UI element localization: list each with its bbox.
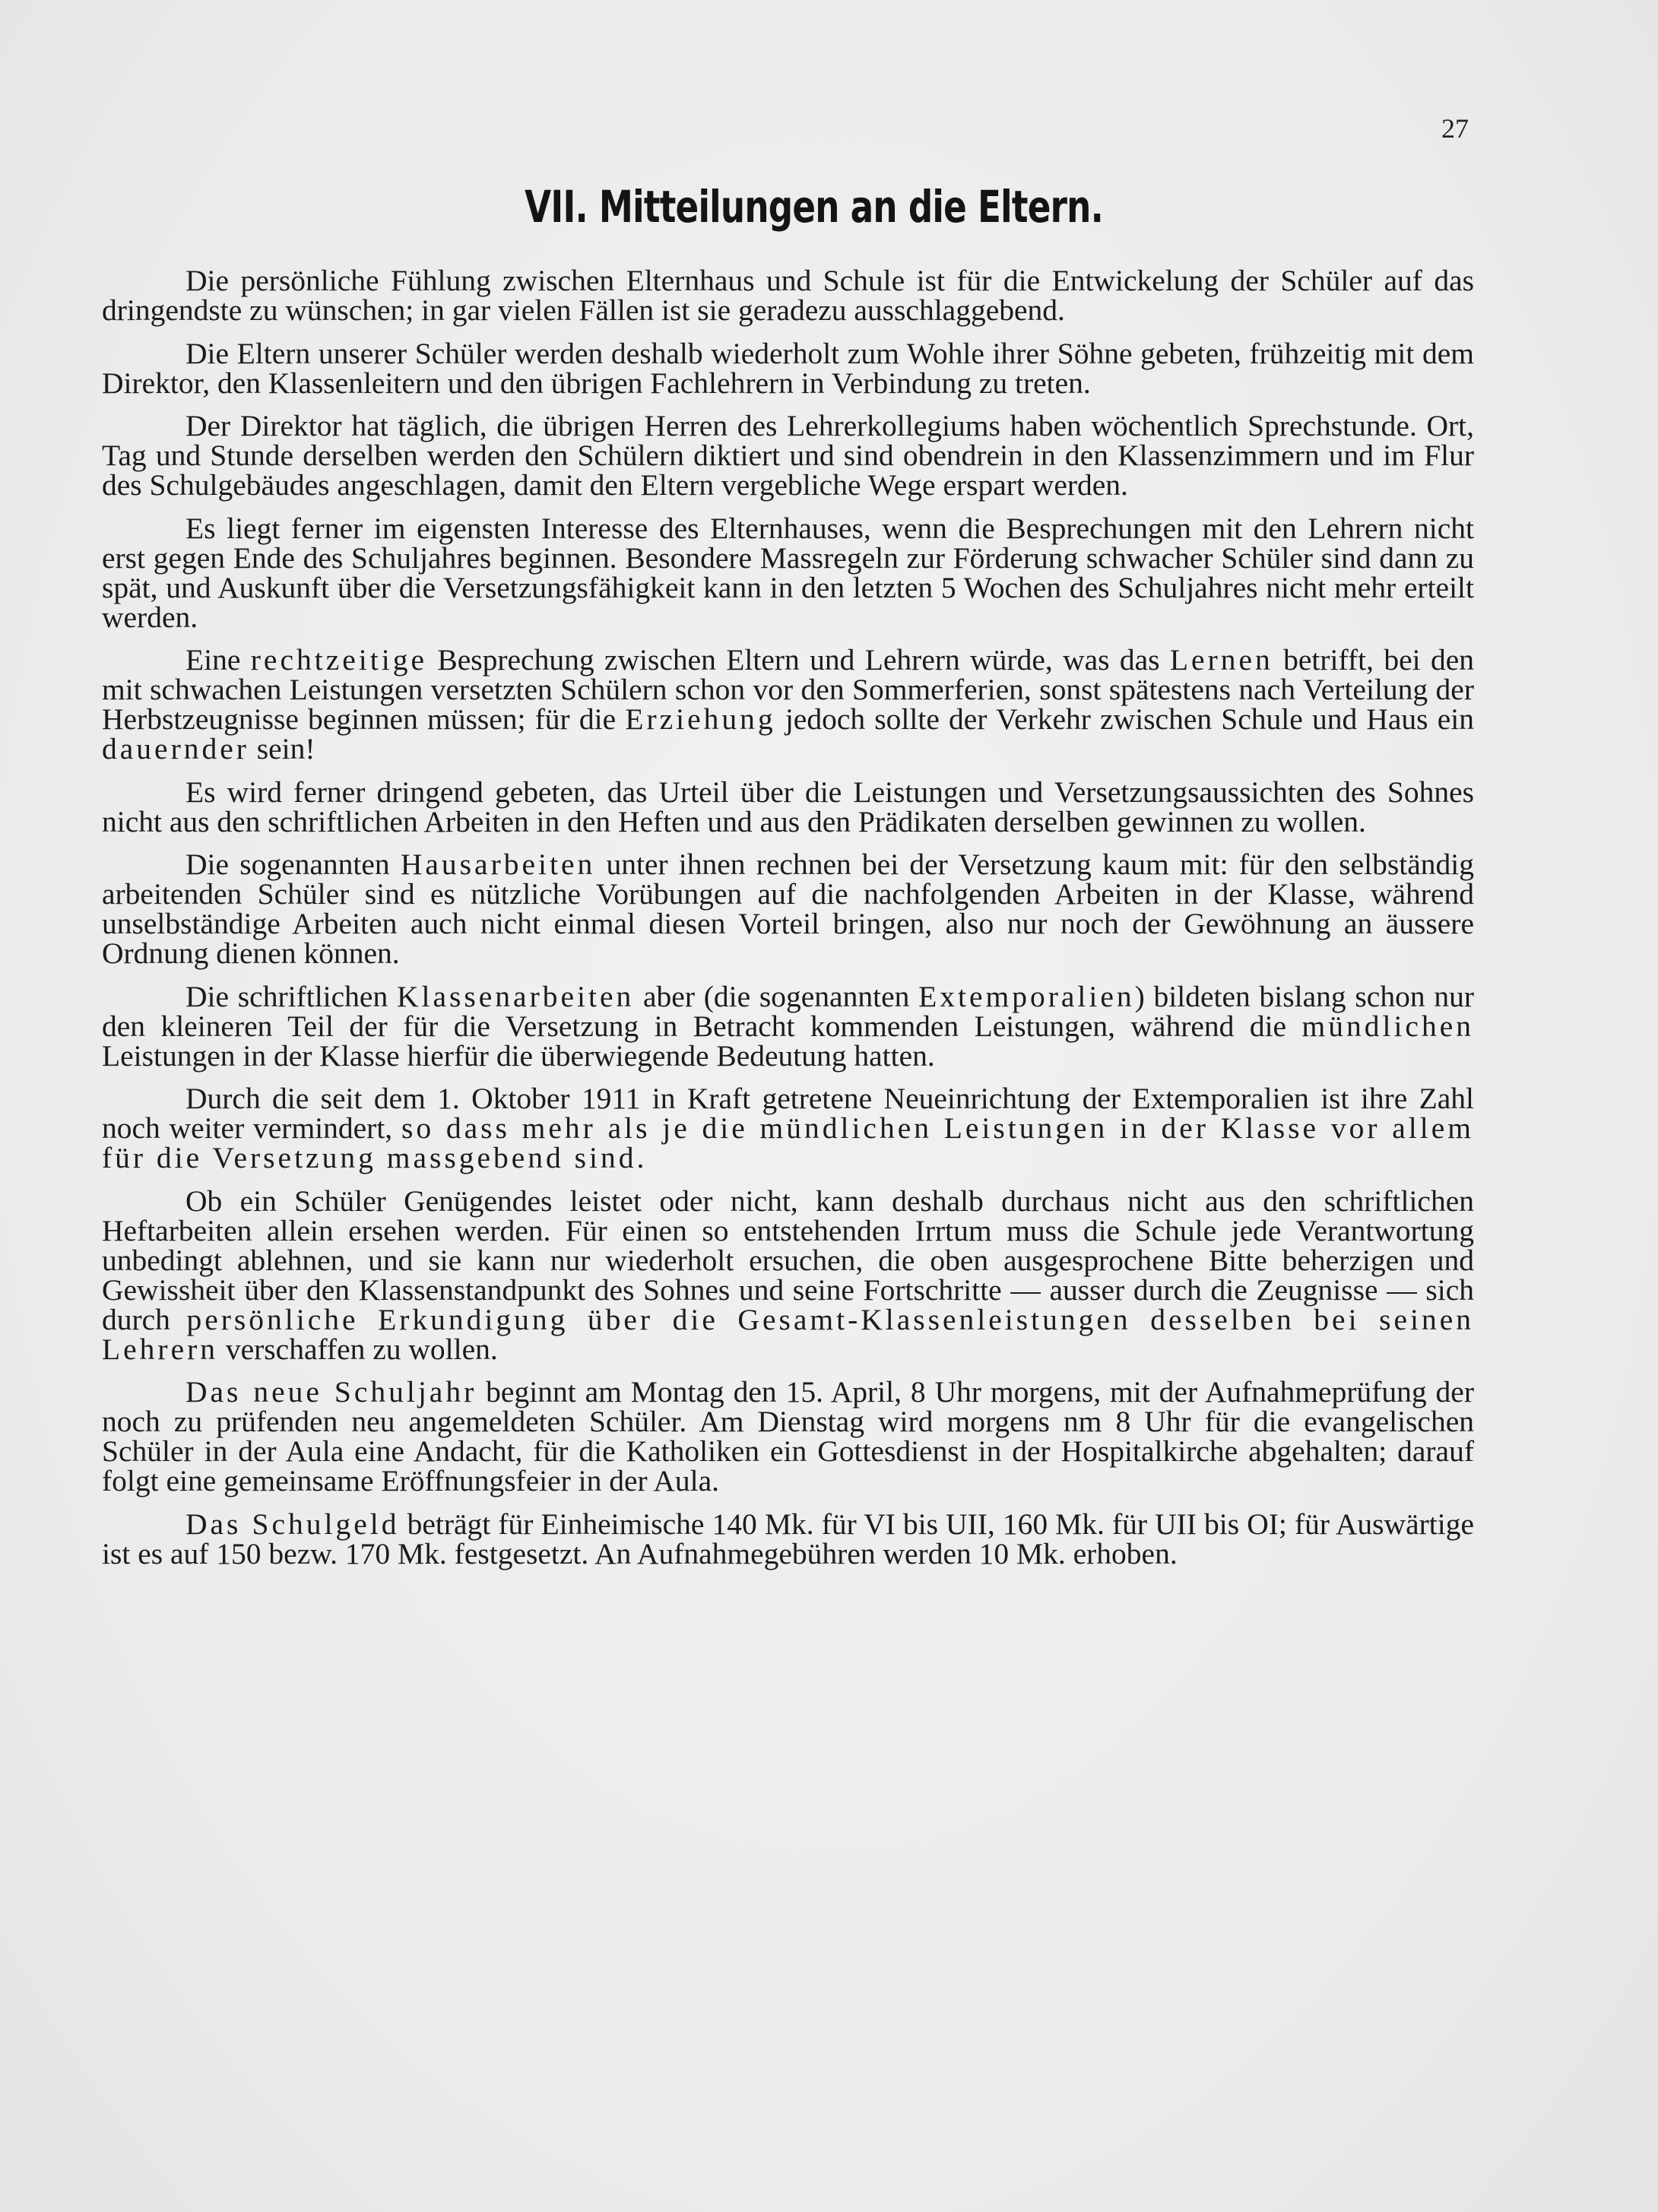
- section-title: VII. Mitteilungen an die Eltern.: [525, 181, 1103, 233]
- paragraph: [102, 411, 1474, 500]
- spaced-emphasis-text: Das neue Schuljahr: [185, 1375, 477, 1409]
- page-number: 27: [1441, 113, 1469, 144]
- paragraph-text: Die sogenannten: [185, 848, 401, 881]
- body-text: [102, 266, 1474, 1582]
- paragraph: [102, 1377, 1474, 1496]
- paragraph-text: Die persönliche Fühlung zwischen Elternhaus und Schule ist für die Entwickelung der Schüler auf das dringendste zu wünschen; in gar vielen Fällen ist sie geradezu ausschlaggebend.: [102, 264, 1474, 327]
- spaced-emphasis-text: mündlichen: [1301, 1009, 1474, 1043]
- spaced-emphasis-text: Lernen: [1169, 643, 1273, 677]
- paragraph: [102, 266, 1474, 325]
- paragraph-text: unter ihnen rechnen bei der Versetzung kaum mit: für den selbständig arbeitenden Schüler sind es nützliche Vorübungen auf die nachfolgenden Arbeiten in der Klasse, während unselbständige Arbeiten auch nicht einmal diesen Vorteil bringen, also nur noch der Gewöhnung an äussere Ordnung dienen können.: [102, 848, 1474, 970]
- paragraph-text: sein!: [249, 732, 315, 765]
- spaced-emphasis-text: so dass mehr als je die mündlichen Leistungen in der Klasse vor allem für die Versetzung massgebend sind.: [102, 1111, 1474, 1174]
- spaced-emphasis-text: Klassenarbeiten: [396, 979, 635, 1013]
- paragraph-text: aber (die sogenannten: [634, 979, 919, 1013]
- paragraph-text: Eine: [185, 643, 251, 677]
- paragraph: [102, 979, 1474, 1073]
- paragraph-text: beginnt am Montag den 15. April, 8 Uhr morgens, mit der Aufnahmeprüfung der noch zu prüfenden neu angemeldeten Schüler. Am Dienstag wird morgens nm 8 Uhr für die evangelischen Schüler in der Aula eine Andacht, für die Katholiken ein Gottesdienst in der Hospitalkirche abgehalten; darauf folgt eine gemeinsame Eröffnungsfeier in der Aula.: [102, 1375, 1474, 1497]
- paragraph-text: jedoch sollte der Verkehr zwischen Schule und Haus ein: [775, 702, 1474, 736]
- paragraph: [102, 1507, 1474, 1570]
- paragraph-text: Die Eltern unserer Schüler werden deshalb wiederholt zum Wohle ihrer Söhne gebeten, frühzeitig mit dem Direktor, den Klassenleitern und den übrigen Fachlehrern in Verbindung zu treten.: [102, 336, 1474, 400]
- paragraph-text: Besprechung zwischen Eltern und Lehrern würde, was das: [426, 643, 1170, 677]
- paragraph-text: Durch die seit dem 1. Oktober 1911 in Kraft getretene Neueinrichtung der Extemporalien ist ihre Zahl noch weiter vermindert,: [102, 1082, 1474, 1145]
- paragraph-text: ) bildeten bislang schon nur den kleineren Teil der für die Versetzung in Betracht kommenden Leistungen, während die: [102, 979, 1474, 1043]
- paragraph-text: betrifft, bei den mit schwachen Leistungen versetzten Schülern schon vor den Sommerferien, sonst spätestens nach Verteilung der Herbstzeugnisse beginnen müssen; für die: [102, 643, 1475, 736]
- paragraph: [102, 511, 1474, 634]
- spaced-emphasis-text: rechtzeitige: [250, 643, 427, 677]
- spaced-emphasis-text: Hausarbeiten: [400, 848, 596, 881]
- paragraph-text: Der Direktor hat täglich, die übrigen Herren des Lehrerkollegiums haben wöchentlich Sprechstunde. Ort, Tag und Stunde derselben werden den Schülern diktiert und sind obendrein in den Klassenzimmern und im Flur des Schulgebäudes angeschlagen, damit den Eltern vergebliche Wege erspart werden.: [102, 409, 1474, 502]
- paragraph: [102, 645, 1474, 764]
- spaced-emphasis-text: Extemporalien: [918, 979, 1135, 1013]
- paragraph-text: Es wird ferner dringend gebeten, das Urteil über die Leistungen und Versetzungsaussichten des Sohnes nicht aus den schriftlichen Arbeiten in den Heften und aus den Prädikaten derselben gewinnen zu wollen.: [102, 775, 1474, 838]
- paragraph-text: Es liegt ferner im eigensten Interesse des Elternhauses, wenn die Besprechungen mit den Lehrern nicht erst gegen Ende des Schuljahres beginnen. Besondere Massregeln zur Förderung schwacher Schüler sind dann zu spät, und Auskunft über die Versetzungsfähigkeit kann in den letzten 5 Wochen des Schuljahres nicht mehr erteilt werden.: [102, 511, 1474, 634]
- spaced-emphasis-text: Das Schulgeld: [185, 1507, 400, 1541]
- paragraph-text: verschaffen zu wollen.: [218, 1332, 498, 1366]
- paragraph: [102, 850, 1474, 968]
- paragraph-text: Leistungen in der Klasse hierfür die überwiegende Bedeutung hatten.: [102, 1038, 935, 1073]
- paragraph-text: beträgt für Einheimische 140 Mk. für VI bis UII, 160 Mk. für UII bis OI; für Auswärtige ist es auf 150 bezw. 170 Mk. festgesetzt. An Aufnahmegebühren werden 10 Mk. erhoben.: [102, 1507, 1474, 1570]
- paragraph: [102, 336, 1474, 400]
- spaced-emphasis-text: dauernder: [102, 732, 249, 765]
- spaced-emphasis-text: Erziehung: [625, 702, 776, 736]
- paragraph-text: Ob ein Schüler Genügendes leistet oder nicht, kann deshalb durchaus nicht aus den schriftlichen Heftarbeiten allein ersehen werden. Für einen so entstehenden Irrtum muss die Schule jede Verantwortung unbedingt ablehnen, und sie kann nur wiederholt ersuchen, die oben ausgesprochene Bitte beherzigen und Gewissheit über den Klassenstandpunkt des Sohnes und seine Fortschritte — ausser durch die Zeugnisse — sich durch: [102, 1184, 1474, 1336]
- paragraph: [102, 1184, 1475, 1366]
- paragraph: [102, 775, 1474, 838]
- spaced-emphasis-text: persönliche Erkundigung über die Gesamt-Klassenleistungen desselben bei seinen Lehrern: [102, 1302, 1475, 1366]
- paragraph-text: Die schriftlichen: [185, 979, 397, 1013]
- paragraph: [102, 1084, 1474, 1173]
